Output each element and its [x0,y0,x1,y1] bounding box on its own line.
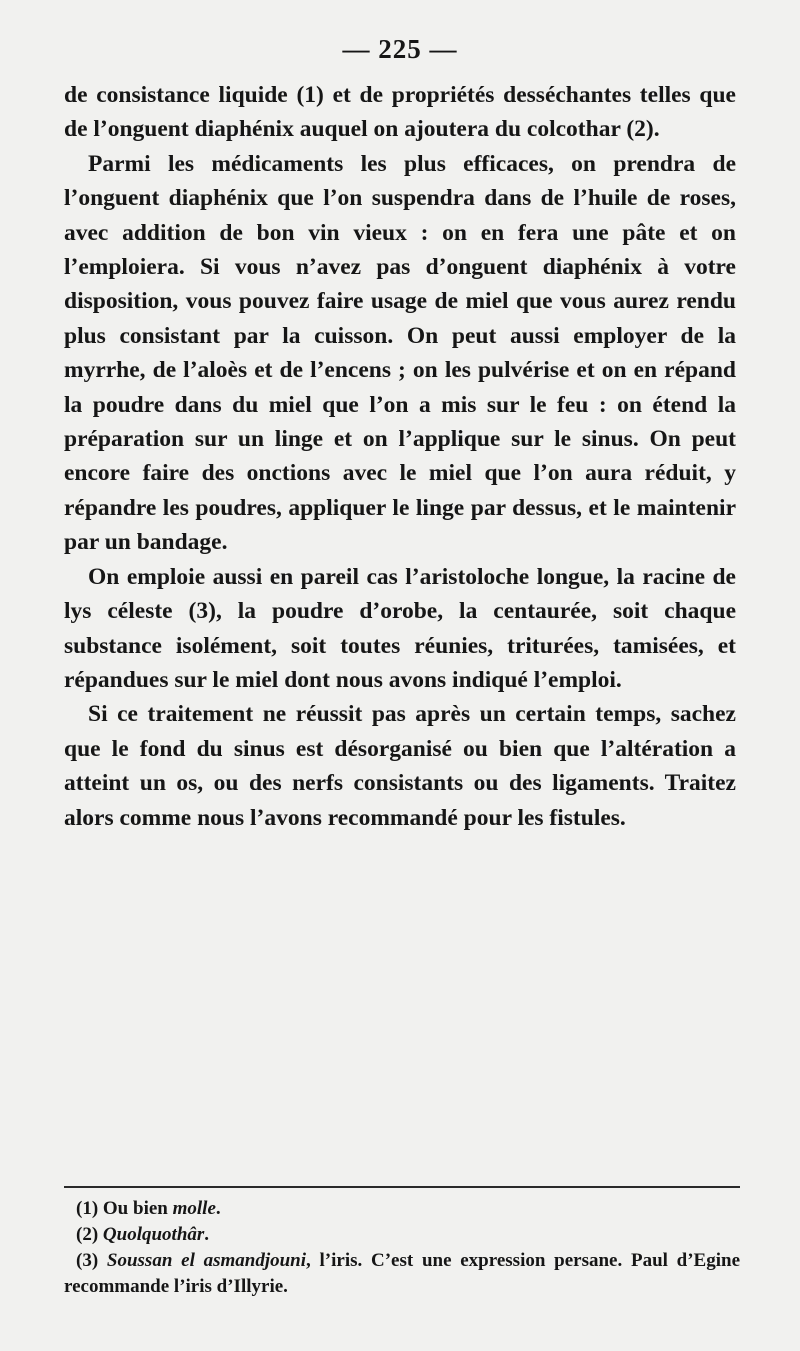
paragraph-4: Si ce traitement ne réussit pas après un certain temps, sachez que le fond du sinus est désorganisé ou bien que l’altération a atteint un os, ou des nerfs consistants ou des ligaments. Traitez alors comme nous l’avons recommandé pour les fistules. [64,701,736,831]
footnotes [64,1196,740,1300]
footnote-marker: (1) [76,1198,99,1219]
footnote-2 [64,1222,740,1248]
footnote-italic-term: molle [172,1198,216,1219]
body-text [64,78,736,835]
paragraph-3: On emploie aussi en pareil cas l’aristoloche longue, la racine de lys céleste (3), la poudre d’orobe, la centaurée, soit chaque substance isolément, soit toutes réunies, triturées, tamisées, et répandues sur le miel dont nous avons indiqué l’emploi. [64,563,736,693]
footnote-trailing-text: . [204,1224,210,1245]
footnote-separator [64,1186,740,1188]
footnote-3 [64,1248,740,1300]
footnote-text: Ou bien [102,1198,168,1219]
footnote-italic-term: Quolquothâr [102,1224,205,1245]
footnote-1 [64,1196,740,1222]
paragraph-2: Parmi les médicaments les plus efficaces, on prendra de l’onguent diaphénix que l’on suspendra dans de l’huile de roses, avec addition de bon vin vieux : on en fera une pâte et on l’emploiera. Si vous n’avez pas d’onguent diaphénix à votre disposition, vous pouvez faire usage de miel que vous aurez rendu plus consistant par la cuisson. On peut aussi employer de la myrrhe, de l’aloès et de l’encens ; on les pulvérise et on en répand la poudre dans du miel que l’on a mis sur le feu : on étend la préparation sur un linge et on l’applique sur le sinus. On peut encore faire des onctions avec le miel que l’on aura réduit, y répandre les poudres, appliquer le linge par dessus, et le maintenir par un bandage. [64,150,736,556]
footnote-italic-term: Soussan el asmandjouni [106,1250,307,1271]
page-number: — 225 — [342,34,458,64]
footnote-trailing-text: . [215,1198,221,1219]
footnote-trailing-text: , l’iris. C’est une expression persane. Paul d’Egine recommande l’iris d’Illyrie. [64,1250,741,1297]
paragraph-1: de consistance liquide (1) et de propriétés desséchantes telles que de l’onguent diaphénix auquel on ajoutera du colcothar (2). [64,82,736,143]
footnote-marker: (3) [76,1250,99,1271]
footnote-marker: (2) [76,1224,99,1245]
